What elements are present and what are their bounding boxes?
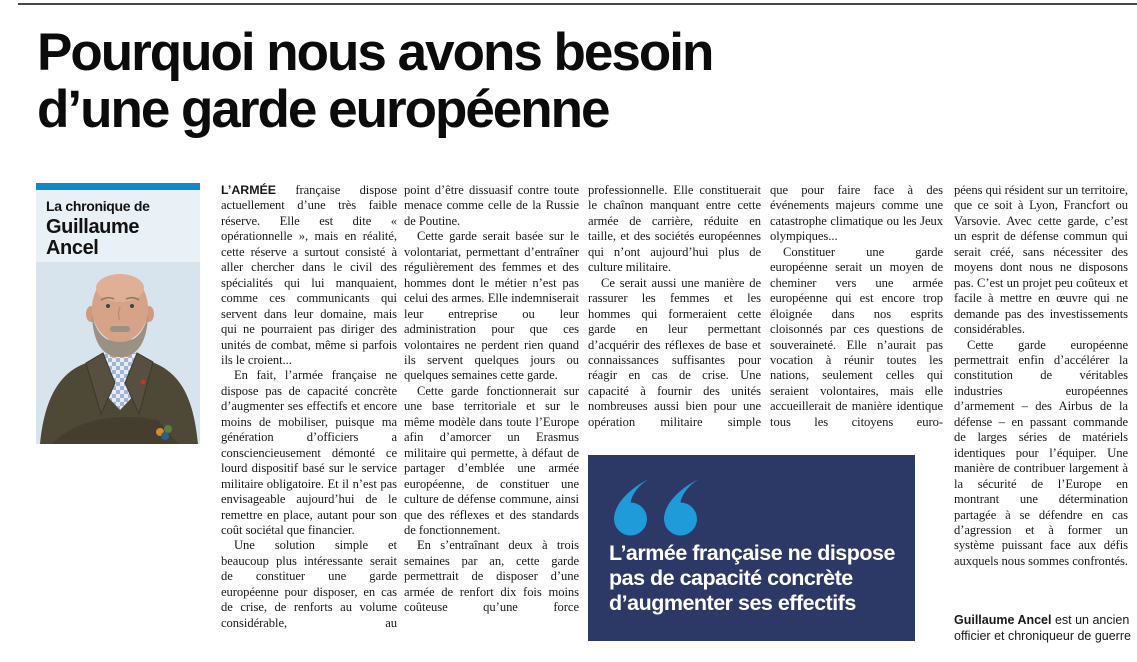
sidebar-accent-bar <box>36 183 200 190</box>
pull-quote-text: L’armée française ne dispose pas de capacité concrète d’augmenter ses effectifs <box>609 541 895 615</box>
paragraph: Cette garde fonctionnerait sur une base territoriale et sur le même modèle dans toute l’Europe afin d’amorcer un Erasmus militaire qui permette, à défaut de partager d’emblée une armée européenne, de constituer une culture de défense commune, ainsi que des réflexes et des standards de fonctionnement. <box>404 383 579 537</box>
paragraph: que pour faire face à des événements majeurs comme une catastrophe climatique ou les Jeux olympiques... <box>770 183 943 244</box>
paragraph: péens qui résident sur un territoire, que ce soit à Lyon, Francfort ou Varsovie. Avec cette garde, c’est un esprit de défense commun qui serait créé, sans nécessiter des moyens dont nous ne disposons pas. C’est un projet peu coûteux et facile à mettre en œuvre qui ne demande pas des investissements considérables. <box>954 183 1128 337</box>
paragraph: Cette garde européenne permettrait enfin d’accélérer la constitution de véritables industries européennes d’armement – des Airbus de la défense – en passant commande de larges séries de matériels identiques pour l’équiper. Une manière de contribuer largement à la sécurité de l’Europe en montrant une détermination partagée à se défendre en cas d’agression et à former un système puissant face aux défis auxquels nous sommes confrontés. <box>954 337 1128 568</box>
article-column-3 <box>588 183 761 437</box>
author-name-line-1: Guillaume <box>46 216 140 238</box>
pull-quote-box <box>588 455 915 641</box>
author-photo <box>36 262 200 444</box>
article-column-1 <box>221 183 397 649</box>
sidebar-heading <box>36 190 200 262</box>
paragraph: Constituer une garde européenne serait un moyen de cheminer vers une armée européenne qui est encore trop éloignée dans nos esprits cloisonnés par ces questions de souveraineté. Elle n’aurait pas vocation à réunir toutes les nations, seulement celles qui seraient volontaires, mais elle accueillerait de manière identique tous les citoyens euro- <box>770 244 943 429</box>
article-column-4 <box>770 183 943 437</box>
page-title <box>37 24 712 138</box>
author-bio-text: est un ancien officier et chroniqueur de guerre <box>954 613 1131 643</box>
paragraph <box>221 183 397 368</box>
paragraph-text: française dispose actuellement d’une très faible réserve. Elle est dite « opérationnelle », mais en réalité, cette réserve a surtout consisté à aller chercher dans le civil des spécialités qui lui manquaient, comme ces communicants qui servent dans leur domaine, mais qui ne pourraient pas diriger des unités de combat, même si parfois ils le croient... <box>221 183 397 367</box>
paragraph: Ce serait aussi une manière de rassurer les femmes et les hommes qui formeraient cette garde en leur permettant d’acquérir des réflexes de base et connaissances suffisantes pour réagir en cas de crise. Une capacité à fournir des unités nombreuses aussi bien pour une opération militaire simple <box>588 275 761 429</box>
author-bio <box>954 612 1134 644</box>
quote-icon <box>608 479 708 536</box>
paragraph: En fait, l’armée française ne dispose pas de capacité concrète d’augmenter ses effectifs et encore moins de mobiliser, puisque ma génération d’officiers a consciencieusement démonté ce lourd dispositif basé sur le service militaire obligatoire. Et il n’est pas envisageable aujourd’hui de le remettre en place, autant pour son coût sociétal que financier. <box>221 368 397 537</box>
headline-line-2: d’une garde européenne <box>37 80 609 139</box>
lead-in-word: L’ARMÉE <box>221 183 277 197</box>
author-bio-name: Guillaume Ancel <box>954 613 1052 627</box>
article-column-5 <box>954 183 1128 607</box>
author-name-line-2: Ancel <box>46 237 99 259</box>
paragraph: professionnelle. Elle constituerait le chaînon manquant entre cette armée de carrière, réduite en taille, et des sociétés européennes qui n’ont aujourd’hui plus de culture militaire. <box>588 183 761 275</box>
article-column-2 <box>404 183 579 649</box>
top-rule <box>18 3 1137 5</box>
paragraph: Cette garde serait basée sur le volontariat, permettant d’entraîner régulièrement des femmes et des hommes dont le métier n’est pas celui des armes. Elle indemniserait leur entreprise ou leur administration pour que ces volontaires ne perdent rien quand ils servent quelques jours ou quelques semaines cette garde. <box>404 229 579 383</box>
chronicle-kicker: La chronique de <box>46 198 150 214</box>
paragraph: Une solution simple et beaucoup plus intéressante serait de constituer une garde européenne pour disposer, en cas de crise, de renforts au volume considérable, au <box>221 538 397 630</box>
headline-line-1: Pourquoi nous avons besoin <box>37 23 713 82</box>
paragraph: point d’être dissuasif contre toute menace comme celle de la Russie de Poutine. <box>404 183 579 228</box>
paragraph: En s’entraînant deux à trois semaines par an, cette garde permettrait de disposer d’une armée de renfort dix fois moins coûteuse qu’une force <box>404 538 579 615</box>
chronicle-sidebar <box>36 183 200 444</box>
